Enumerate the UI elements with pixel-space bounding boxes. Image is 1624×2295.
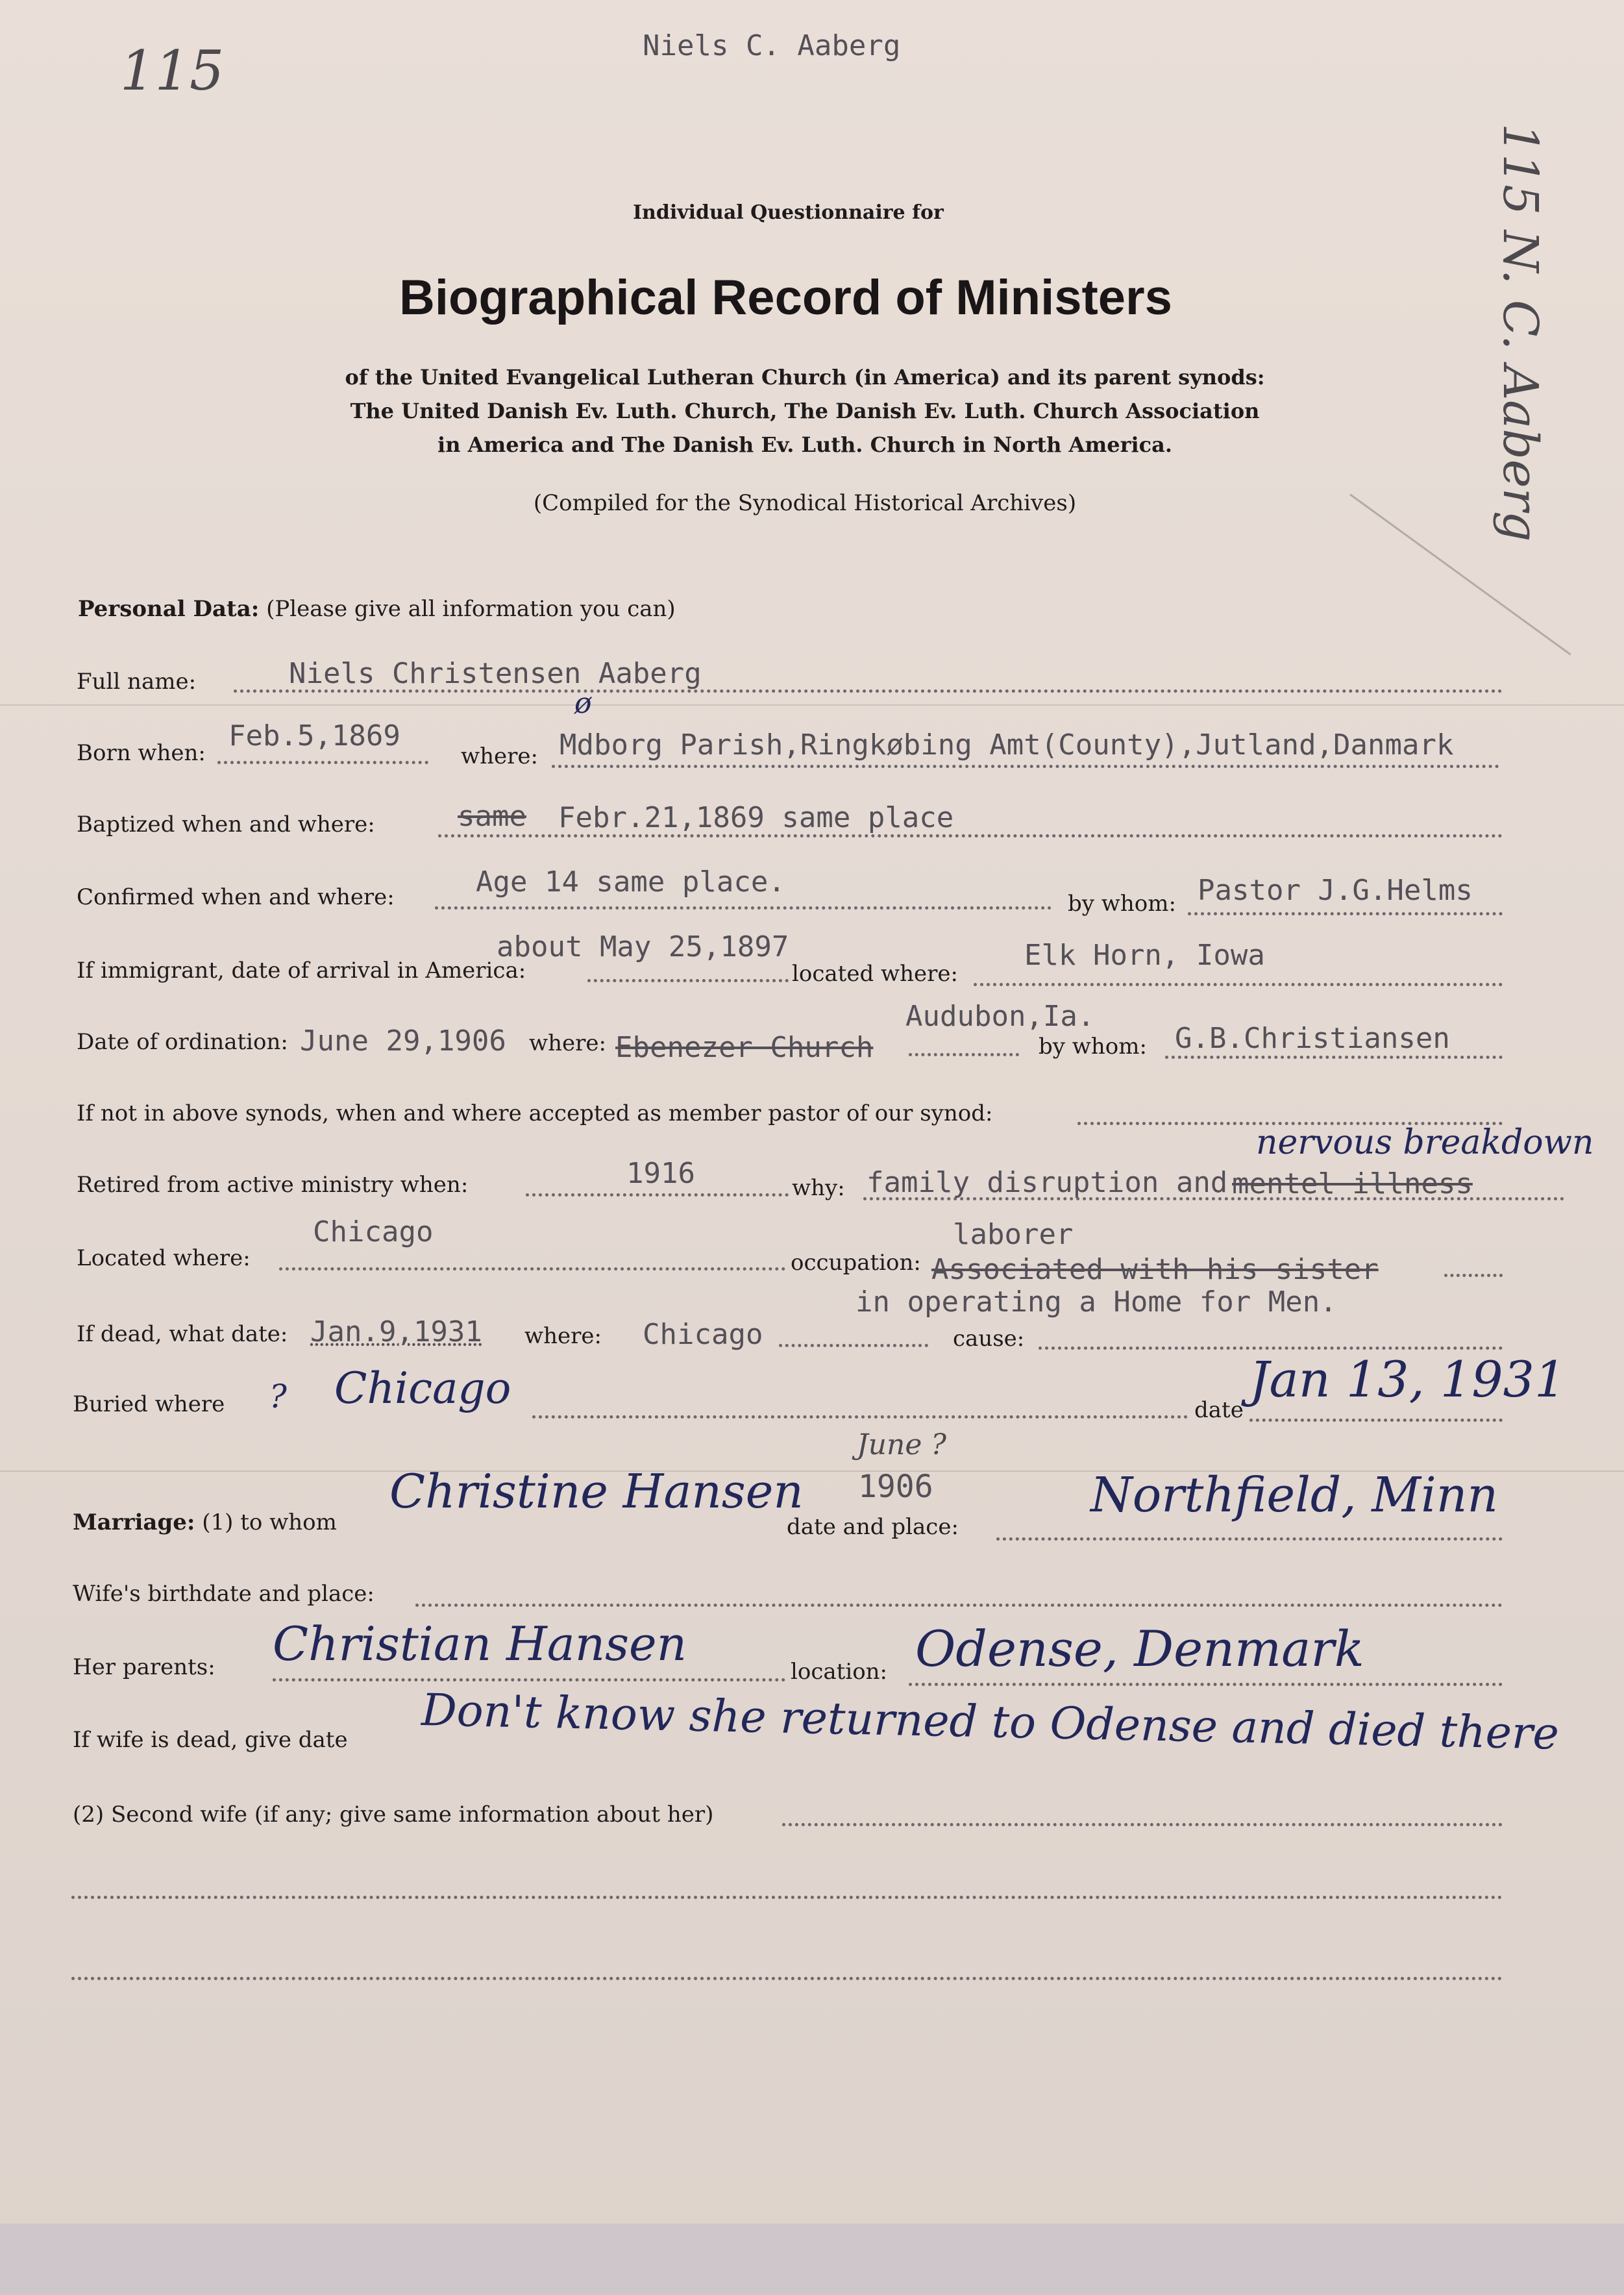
buried-label: Buried where	[73, 1391, 225, 1417]
occupation-struck: Associated with his sister	[931, 1253, 1379, 1286]
personal-data-note: (Please give all information you can)	[266, 596, 676, 622]
buried-where-value: Chicago	[334, 1363, 511, 1413]
born-where-insert: ø	[574, 687, 592, 720]
born-when-label: Born when:	[77, 740, 206, 766]
retired-why-handwritten: nervous breakdown	[1256, 1123, 1594, 1162]
born-where-line	[552, 765, 1499, 768]
buried-date-value: Jan 13, 1931	[1249, 1350, 1566, 1408]
retired-why-label: why:	[792, 1175, 845, 1201]
blank-line	[71, 1896, 1503, 1899]
her-parents-label: Her parents:	[73, 1654, 215, 1680]
ordination-date-value: June 29,1906	[300, 1024, 506, 1058]
located-label: Located where:	[77, 1245, 251, 1271]
born-where-label: where:	[461, 743, 538, 769]
baptized-label: Baptized when and where:	[77, 812, 375, 837]
marriage-label-row	[73, 1509, 337, 1535]
retired-why-struck: mentel illness	[1232, 1167, 1473, 1200]
ordination-by-value: G.B.Christiansen	[1175, 1022, 1450, 1055]
occupation-line	[1444, 1274, 1503, 1277]
immigrant-label: If immigrant, date of arrival in America:	[77, 958, 526, 984]
confirmed-label: Confirmed when and where:	[77, 884, 395, 910]
ordination-by-line	[1165, 1056, 1503, 1059]
confirmed-by-line	[1188, 912, 1503, 915]
baptized-struck: same	[458, 800, 526, 833]
wife-birth-label: Wife's birthdate and place:	[73, 1581, 375, 1607]
buried-date-line	[1249, 1419, 1503, 1422]
her-parents-value: Christian Hansen	[273, 1617, 687, 1671]
confirmed-by-value: Pastor J.G.Helms	[1198, 874, 1473, 907]
buried-date-label: date	[1194, 1397, 1244, 1423]
retired-why-value: family disruption and	[867, 1166, 1228, 1199]
marriage-place-line	[996, 1537, 1503, 1541]
ordination-label: Date of ordination:	[77, 1029, 288, 1055]
confirmed-line	[435, 906, 1052, 910]
occupation-label: occupation:	[791, 1250, 921, 1276]
buried-prefix: ?	[269, 1378, 287, 1415]
immigrant-place-value: Elk Horn, Iowa	[1024, 939, 1265, 972]
dead-where-value: Chicago	[643, 1318, 763, 1351]
scan-background	[0, 2224, 1624, 2295]
header-subtitle-line: in America and The Danish Ev. Luth. Church in North America.	[437, 432, 1172, 457]
confirmed-by-label: by whom:	[1068, 891, 1176, 917]
header-title: Biographical Record of Ministers	[399, 270, 1172, 325]
top-name: Niels C. Aaberg	[643, 29, 901, 62]
fold-line	[0, 704, 1624, 706]
personal-data-section	[78, 596, 676, 622]
born-when-value: Feb.5,1869	[228, 719, 400, 752]
ordination-where-line	[909, 1053, 1019, 1056]
ordination-place-value: Ebenezer Church	[615, 1031, 874, 1064]
dead-where-label: where:	[524, 1323, 602, 1349]
cause-line	[1039, 1346, 1503, 1350]
immigrant-line	[587, 979, 789, 982]
her-parents-line	[273, 1678, 785, 1681]
pencil-page-number: 115	[120, 39, 225, 103]
ordination-place-top: Audubon,Ia.	[905, 1000, 1095, 1033]
second-wife-label: (2) Second wife (if any; give same information about her)	[73, 1802, 714, 1828]
retired-when-value: 1916	[626, 1157, 695, 1190]
parents-location-value: Odense, Denmark	[915, 1620, 1364, 1678]
occupation-line2: in operating a Home for Men.	[855, 1285, 1337, 1319]
located-line	[279, 1267, 785, 1271]
parents-location-label: location:	[791, 1659, 888, 1685]
marriage-place-value: Northfield, Minn	[1090, 1467, 1499, 1523]
born-when-line	[217, 761, 428, 764]
dead-date-value: Jan.9,1931	[310, 1315, 482, 1348]
marriage-to-whom-label: (1) to whom	[202, 1509, 337, 1535]
born-where-value: Mdborg Parish,Ringkøbing Amt(County),Jutland,Danmark	[560, 728, 1454, 762]
parents-location-line	[909, 1683, 1503, 1686]
wife-dead-label: If wife is dead, give date	[73, 1727, 348, 1753]
occupation-top: laborer	[953, 1218, 1074, 1251]
if-dead-label: If dead, what date:	[77, 1321, 288, 1347]
full-name-value: Niels Christensen Aaberg	[289, 657, 702, 690]
marriage-heading: Marriage:	[73, 1509, 195, 1535]
located-where-label: located where:	[792, 961, 958, 987]
retired-when-line	[526, 1193, 789, 1197]
buried-where-line	[532, 1415, 1188, 1419]
marriage-to-value: Christine Hansen	[389, 1464, 804, 1519]
marriage-date-place-label: date and place:	[787, 1514, 959, 1540]
ordination-where-label: where:	[529, 1030, 606, 1056]
second-wife-line	[782, 1823, 1503, 1826]
blank-line	[71, 1977, 1503, 1980]
margin-note: 115 N. C. Aaberg	[1492, 123, 1548, 542]
retired-label: Retired from active ministry when:	[77, 1172, 469, 1198]
baptized-value: Febr.21,1869 same place	[558, 801, 954, 834]
header-subtitle	[260, 360, 1350, 462]
baptized-line	[438, 834, 1503, 837]
wife-birth-line	[415, 1604, 1503, 1607]
header-compiled: (Compiled for the Synodical Historical Archives)	[533, 490, 1077, 516]
header-subtitle-line: of the United Evangelical Lutheran Church (in America) and its parent synods:	[345, 365, 1265, 390]
marriage-year-value: 1906	[858, 1469, 933, 1505]
immigrant-date-value: about May 25,1897	[497, 930, 789, 963]
cause-label: cause:	[953, 1326, 1025, 1352]
ordination-by-label: by whom:	[1039, 1034, 1147, 1060]
marriage-month-pencil: June ?	[857, 1428, 946, 1461]
personal-data-heading: Personal Data:	[78, 596, 260, 622]
header-subtitle-line: The United Danish Ev. Luth. Church, The Danish Ev. Luth. Church Association	[350, 399, 1260, 423]
confirmed-value: Age 14 same place.	[476, 865, 785, 899]
located-value: Chicago	[313, 1215, 434, 1248]
header-small-title: Individual Questionnaire for	[633, 201, 944, 224]
located-where-line	[974, 983, 1503, 986]
dead-where-line	[779, 1344, 928, 1347]
not-in-synods-label: If not in above synods, when and where accepted as member pastor of our synod:	[77, 1100, 993, 1126]
full-name-label: Full name:	[77, 669, 197, 695]
wife-dead-value: Don't know she returned to Odense and died there	[421, 1685, 1560, 1760]
